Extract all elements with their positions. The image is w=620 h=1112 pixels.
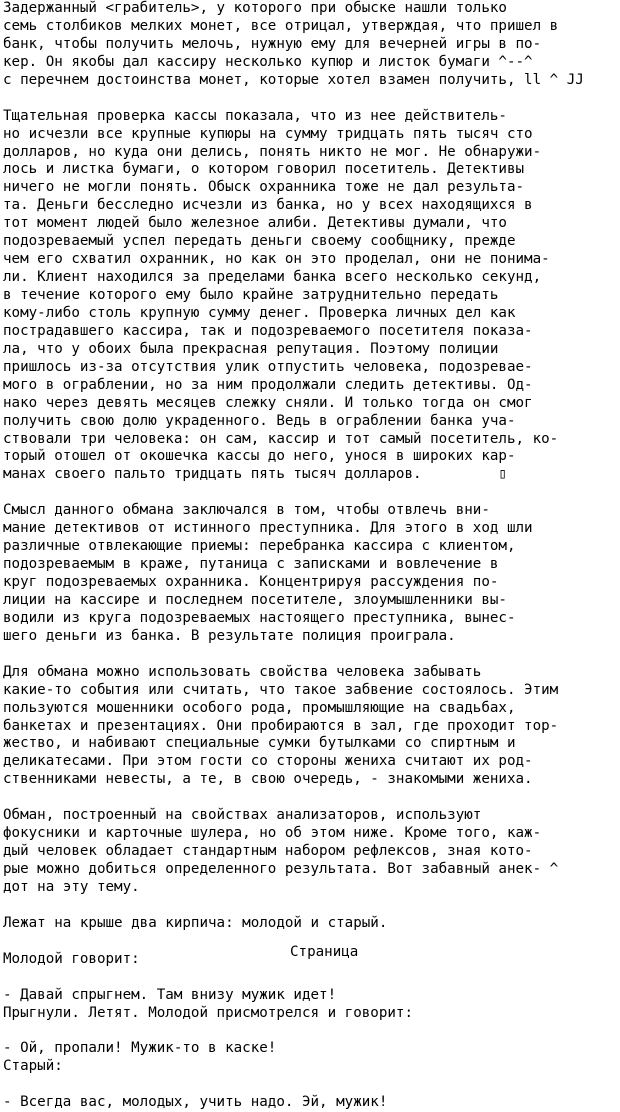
text-line: с перечнем достоинства монет, которые хотел взамен получить, ll ^ JJ [3,71,584,88]
text-line: банкетах и презентациях. Они пробираются в зал, где проходит тор- [3,717,559,734]
text-line: кому-либо столь крупную сумму денег. Проверка личных дел как [3,304,516,321]
text-line: та. Деньги бесследно исчезли из банка, но у всех находящихся в [3,197,533,214]
page-footer-label: Страница [290,944,359,960]
paragraph-gap [3,789,617,807]
text-line: но исчезли все крупные купюры на сумму тридцать пять тысяч сто [3,125,533,142]
text-line: пострадавшего кассира, так и подозреваемого посетителя показа- [3,322,533,339]
text-line: кер. Он якобы дал кассиру несколько купюр и листок бумаги ^--^ [3,53,533,70]
text-line: круг подозреваемых охранника. Концентрируя рассуждения по- [3,574,499,590]
text-line: Старый: [3,1058,63,1075]
text-line: водили из круга подозреваемых настоящего преступника, вынес- [3,609,516,626]
paragraph [3,807,617,897]
text-line: лиции на кассире и последнем посетителе, злоумышленники вы- [3,591,507,608]
text-line: Задержанный <грабитель>, у которого при обыске нашли только [3,0,507,16]
text-line: в течение которого ему было крайне затруднительно передать [3,287,499,303]
text-line: Лежат на крыше два кирпича: молодой и старый. [3,914,388,931]
text-line: Обман, построенный на свойствах анализаторов, используют [3,807,482,824]
text-line: нако через девять месяцев слежку сняли. И только тогда он смог [3,394,533,411]
text-line: Тщательная проверка кассы показала, что из нее действитель- [3,107,507,124]
text-line: рые можно добиться определенного результата. Вот забавный анек- ^ [3,861,559,877]
text-line: дый человек обладает стандартным набором рефлексов, зная кото- [3,843,533,860]
text-line: различные отвлекающие приемы: перебранка кассира с клиентом, [3,538,516,555]
text-line: лось и листка бумаги, о котором говорил посетитель. Детективы [3,161,525,178]
text-line: Смысл данного обмана заключался в том, чтобы отвлечь вни- [3,502,490,519]
text-line: ственниками невесты, а те, в свою очередь, - знакомыми жениха. [3,771,533,788]
text-line: - Давай спрыгнем. Там внизу мужик идет! [3,986,337,1003]
text-line: пришлось из-за отсутствия улик отпустить человека, подозревае- [3,358,533,375]
paragraph [3,1094,617,1112]
paragraph-gap [3,1076,617,1094]
text-line: мого в ограблении, но за ним продолжали следить детективы. Од- [3,376,533,393]
text-line: пользуются мошенники особого рода, промышляющие на свадьбах, [3,699,516,716]
text-line: дот на эту тему. [3,878,140,895]
paragraph-gap [3,484,617,502]
text-line: банк, чтобы получить мелочь, нужную ему для вечерней игры в по- [3,35,542,52]
paragraph [3,0,617,90]
paragraph-gap [3,1022,617,1040]
text-line: подозреваемым в краже, путаница с записками и вовлечение в [3,556,499,573]
text-line: ла, что у обоих была прекрасная репутация. Поэтому полиции [3,340,499,357]
text-line: чем его схватил охранник, но как он это проделал, они не понима- [3,251,550,268]
paragraph [3,108,617,485]
paragraph [3,502,617,646]
text-line: деликатесами. При этом гости со стороны жениха считают их род- [3,753,533,770]
text-line: торый отошел от окошечка кассы до него, унося в широких кар- [3,448,516,465]
paragraph-gap [3,90,617,108]
paragraph [3,915,617,933]
text-line: Для обмана можно использовать свойства человека забывать [3,663,482,680]
paragraph-gap [3,969,617,987]
text-line: ствовали три человека: он сам, кассир и тот самый посетитель, ко- [3,430,559,447]
text-line: - Всегда вас, молодых, учить надо. Эй, мужик! [3,1094,388,1111]
text-line: долларов, но куда они делись, понять никто не мог. Не обнаружи- [3,143,542,160]
text-line: тот момент людей было железное алиби. Детективы думали, что [3,215,507,232]
paragraph [3,1040,617,1076]
text-line: ничего не могли понять. Обыск охранника тоже не дал результа- [3,179,525,196]
text-line: жество, и набивают специальные сумки бутылками со спиртным и [3,735,516,752]
paragraph-gap [3,646,617,664]
text-line: Молодой говорит: [3,950,140,967]
document-page [3,0,617,1111]
text-line: ли. Клиент находился за пределами банка всего несколько секунд, [3,269,542,286]
text-line: семь столбиков мелких монет, все отрицал, утверждая, что пришел в [3,17,559,34]
text-line: шего деньги из банка. В результате полиция проиграла. [3,627,456,644]
text-line: какие-то события или считать, что такое забвение состоялось. Этим [3,681,559,698]
text-line: Прыгнули. Летят. Молодой присмотрелся и говорит: [3,1004,413,1021]
paragraph [3,987,617,1023]
text-line: подозреваемый успел передать деньги своему сообщнику, прежде [3,233,516,250]
paragraph [3,664,617,790]
text-line: получить свою долю украденного. Ведь в ограблении банка уча- [3,412,516,429]
paragraph-gap [3,897,617,915]
text-line: - Ой, пропали! Мужик-то в каске! [3,1040,277,1057]
text-line: манах своего пальто тридцать пять тысяч долларов. ▯ [3,466,507,483]
text-line: фокусники и карточные шулера, но об этом ниже. Кроме того, каж- [3,825,542,842]
text-line: мание детективов от истинного преступника. Для этого в ход шли [3,520,533,537]
